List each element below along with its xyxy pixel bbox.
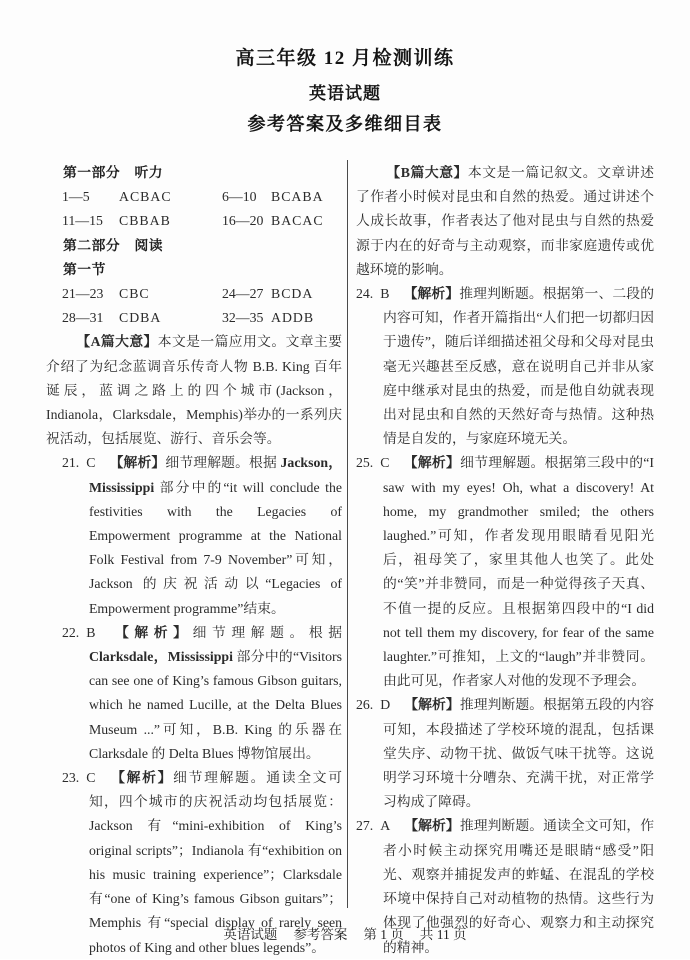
answer-letters: CBC bbox=[119, 286, 150, 302]
item-number: 27. bbox=[356, 818, 374, 834]
question-range: 21—23 bbox=[62, 286, 104, 302]
question-range: 1—5 bbox=[62, 189, 90, 205]
item-number: 22. bbox=[62, 624, 80, 640]
answer-letters: CDBA bbox=[119, 310, 162, 326]
item-answer: B bbox=[380, 286, 390, 302]
item-number: 21. bbox=[62, 455, 80, 471]
answer-key-row bbox=[46, 209, 342, 233]
answer-item-25 bbox=[356, 451, 654, 693]
answer-item-21 bbox=[62, 451, 342, 620]
question-range: 28—31 bbox=[62, 310, 104, 326]
right-column bbox=[356, 161, 654, 960]
item-answer: A bbox=[380, 818, 391, 834]
exam-subject-title: 英语试题 bbox=[309, 84, 381, 103]
item-analysis: 【解析】细节理解题。通读全文可知，四个城市的庆祝活动均包括展览：Jackson 有“mini-exhibition of King’s original scripts”；Indianola 有“exhibition on his music training experience”；Clarksdale 有“one of King’s famous Gibson guitars”；Memphis 有“special display of rarely seen photos of King and other blues legends”。 bbox=[89, 770, 342, 955]
footer-answers-label: 参考答案 bbox=[293, 927, 348, 942]
answer-key-row bbox=[46, 185, 342, 209]
answer-letters: CBBAB bbox=[119, 213, 171, 229]
item-number: 23. bbox=[62, 770, 80, 786]
answer-letters: BCDA bbox=[271, 286, 314, 302]
part1-listening-heading: 第一部分 听力 bbox=[63, 165, 164, 180]
footer-total-pages: 共 11 页 bbox=[419, 927, 467, 942]
item-analysis: 【解析】细节理解题。根据 Clarksdale，Mississippi 部分中的“Visitors can see one of King’s famous Gibson guitars, which he named Lucille, at the Delta Blues Museum ...”可知，B.B. King 的乐器在 Clarksdale 的 Delta Blues 博物馆展出。 bbox=[89, 624, 343, 761]
exam-session-title: 高三年级 12 月检测训练 bbox=[235, 48, 455, 69]
answer-key-title: 参考答案及多维细目表 bbox=[247, 114, 443, 134]
passage-a-summary: 【A篇大意】本文是一篇应用文。文章主要介绍了为纪念蓝调音乐传奇人物 B.B. King 百年诞辰，蓝调之路上的四个城市(Jackson，Indianola，Clarksdale，Memphis)举办的一系列庆祝活动，包括展览、游行、音乐会等。 bbox=[46, 334, 342, 447]
answer-letters: ACBAC bbox=[119, 189, 172, 205]
part2-reading-heading: 第二部分 阅读 bbox=[63, 237, 164, 253]
question-range: 16—20 bbox=[222, 213, 264, 229]
item-answer: C bbox=[86, 455, 96, 471]
answer-item-24 bbox=[356, 282, 654, 451]
item-analysis: 【解析】细节理解题。根据 Jackson，Mississippi 部分中的“it will conclude the festivities with the Legacies of Empowerment programme at the National Folk Festival from 7-9 November”可知，Jackson 的庆祝活动以“Legacies of Empowerment programme”结束。 bbox=[89, 455, 342, 616]
item-answer: C bbox=[380, 455, 390, 471]
section-one-heading: 第一节 bbox=[63, 261, 106, 277]
footer-doc-label: 英语试题 bbox=[223, 927, 278, 942]
answer-item-26 bbox=[356, 693, 654, 814]
page-footer bbox=[0, 925, 690, 945]
item-analysis: 【解析】推理判断题。根据第五段的内容可知，本段描述了学校环境的混乱，包括课堂失序、动物干扰、做饭气味干扰等。这说明学习环境十分嘈杂、充满干扰，对正常学习构成了障碍。 bbox=[383, 697, 655, 810]
passage-b-summary: 【B篇大意】本文是一篇记叙文。文章讲述了作者小时候对昆虫和自然的热爱。通过讲述个人成长故事，作者表达了他对昆虫与自然的热爱源于内在的好奇与主动观察，而非家庭遗传或优越环境的影响。 bbox=[356, 165, 655, 277]
item-number: 25. bbox=[356, 455, 374, 471]
item-answer: D bbox=[380, 697, 391, 713]
title-block bbox=[0, 46, 690, 137]
question-range: 24—27 bbox=[222, 286, 264, 302]
answer-item-22 bbox=[62, 621, 342, 766]
answer-letters: ADDB bbox=[271, 310, 315, 326]
answer-letters: BCABA bbox=[271, 189, 324, 205]
answer-key-row bbox=[46, 306, 342, 330]
item-analysis: 【解析】推理判断题。通读全文可知，作者小时候主动探究用嘴还是眼睛“感受”阳光、观察并捕捉发声的蚱蜢、在混乱的学校环境中保持自己对动植物的热情。这些行为体现了他强烈的好奇心、观察力和主动探究的精神。 bbox=[383, 818, 655, 955]
left-column bbox=[46, 161, 342, 960]
item-answer: C bbox=[86, 770, 96, 786]
answer-key-row bbox=[46, 282, 342, 306]
question-range: 11—15 bbox=[62, 213, 103, 229]
item-answer: B bbox=[86, 624, 96, 640]
item-analysis: 【解析】细节理解题。根据第三段中的“I saw with my eyes! Oh, what a discovery! At home, my grandmother smiled; the others laughed.”可知，作者发现用眼睛看见阳光后，祖母笑了，家里其他人也笑了。此处的“笑”并非赞同，而是一种觉得孩子天真、不值一提的反应。且根据第四段中的“I did not tell them my discovery, for fear of the same laughter.”可推知，上文的“laugh”并非赞同。由此可见，作者家人对他的发现不予理会。 bbox=[383, 455, 655, 689]
item-number: 26. bbox=[356, 697, 374, 713]
item-number: 24. bbox=[356, 286, 374, 302]
question-range: 6—10 bbox=[222, 189, 257, 205]
answer-letters: BACAC bbox=[271, 213, 324, 229]
question-range: 32—35 bbox=[222, 310, 264, 326]
item-analysis: 【解析】推理判断题。根据第一、二段的内容可知，作者开篇指出“人们把一切都归因于遗传”，随后详细描述祖父母和父母对昆虫毫无兴趣甚至反感，意在说明自己并非从家庭中继承对昆虫的热爱，而是他自幼就表现出对昆虫和自然的天然好奇与热情。这种热情是自发的，与家庭环境无关。 bbox=[383, 286, 655, 447]
column-divider bbox=[347, 160, 348, 908]
footer-page-number: 第 1 页 bbox=[363, 927, 404, 942]
